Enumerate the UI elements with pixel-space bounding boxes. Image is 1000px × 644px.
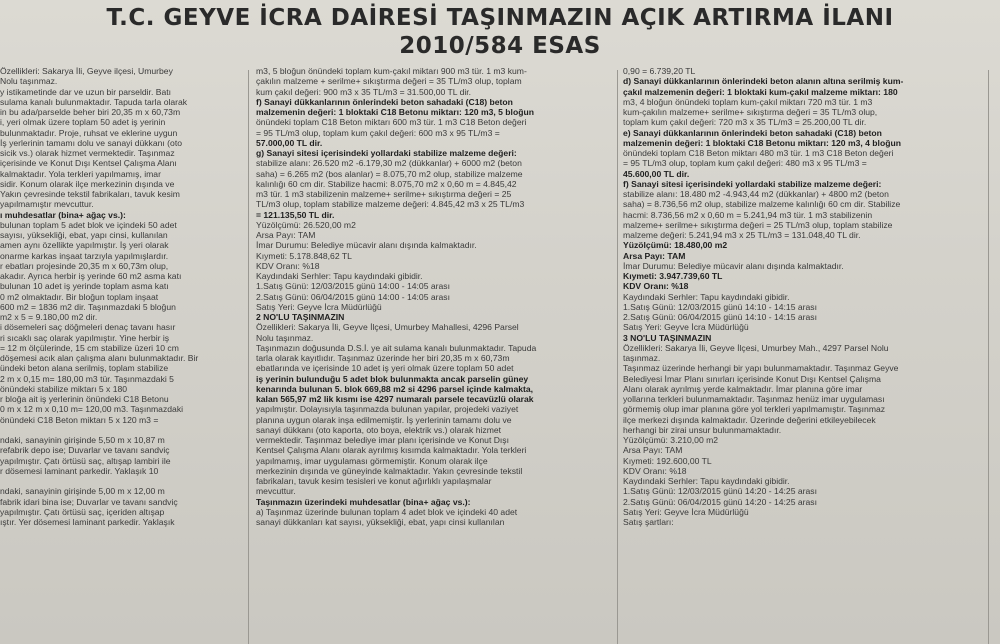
text-line: kenarında bulunan 5. blok 669,88 m2 si 4296 parsel içinde kalmakta,: [256, 383, 534, 394]
text-line: hacmi: 8.736,56 m2 x 0,60 m = 5.241,94 m3 tür. 1 m3 stabilizenin: [623, 209, 873, 220]
text-line: r bloğa ait iş yerlerinin önündeki C18 Betonu: [0, 394, 169, 404]
text-line: i, yeri olmak üzere toplam 50 adet iş yerinin: [0, 117, 166, 128]
text-line: m2 x 5 = 9.180,00 m2 dir.: [0, 312, 98, 322]
text-line: Nolu taşınmaz.: [256, 332, 314, 343]
text-line: 600 m2 = 1836 m2 dir. Taşınmazdaki 5 bloğun: [0, 301, 176, 312]
text-line: Yüzölçümü: 3.210,00 m2: [623, 435, 719, 445]
text-line: görmemiş olup imar planına göre yol terkleri yapılmamıştır. Taşınmaz: [623, 404, 886, 415]
text-line: İmar Durumu: Belediye mücavir alanı dışında kalmaktadır.: [623, 260, 844, 271]
text-line: yapılmıştır. Dolayısıyla taşınmazda bulunan yapılar, projedeki vaziyet: [256, 404, 519, 415]
text-line: 45.600,00 TL dir.: [623, 168, 690, 179]
text-line: Alanı olarak ayrılmış yerde kalmaktadır. İmar planına göre imar: [623, 383, 863, 394]
text-line: 1.Satış Günü: 12/03/2015 günü 14:10 - 14:15 arası: [623, 301, 817, 312]
text-line: 0 m x 12 m x 0,10 m= 120,00 m3. Taşınmazdaki: [0, 404, 184, 415]
text-line: Taşınmaz üzerinde herhangi bir yapı bulunmamaktadır. Taşınmaz Geyve: [623, 363, 899, 374]
text-line: çakılın malzeme + serilme+ sıkıştırma değeri = 35 TL/m3 olup, toplam: [256, 76, 522, 87]
text-line: f) Sanayi sitesi içerisindeki yollardaki stabilize malzeme değeri:: [623, 178, 882, 189]
text-line: KDV Oranı: %18: [256, 260, 320, 271]
text-line: ndaki, sanayinin girişinde 5,00 m x 12,00 m: [0, 486, 165, 497]
text-line: ıştır. Yer dösemesi laminant parkedir. Yaklaşık: [0, 517, 175, 527]
text-line: Özellikleri: Sakarya İli, Geyve İlçesi, Umurbey Mah., 4297 Parsel Nolu: [623, 342, 889, 353]
text-line: fabrik idari bina ise; Duvarlar ve tavanı sandviç: [0, 496, 178, 507]
text-line: döşemesi acık alan çalışma alanı bulunmaktadır. Bir: [0, 353, 199, 363]
text-line: vermektedir. Taşınmaz belediye imar planı içerisinde ve Konut Dışı: [256, 435, 509, 445]
text-line: sayısı, yüksekliği, ebat, yapı cinsi, kullanılan: [0, 230, 168, 240]
text-line: saha) = 8.736,56 m2 olup, stabilize malzeme kalınlığı 60 cm dir. Stabilize: [623, 199, 901, 210]
text-line: malzemenin değeri: 1 bloktaki C18 Betonu miktarı: 120 m3, 5 bloğun: [256, 107, 534, 117]
text-line: Kıymeti: 5.178.848,62 TL: [256, 250, 352, 261]
text-line: m3 tür. 1 m3 stabilizenin malzeme+ serilme+ sıkıştırma değeri = 25: [256, 189, 512, 199]
text-line: Özellikleri: Sakarya İli, Geyve ilçesi, Umurbey: [0, 66, 173, 76]
text-line: [0, 425, 240, 435]
text-line: tarla olarak kayıtlıdır. Taşınmaz üzerinde her biri 20,35 m x 60,73m: [256, 353, 510, 363]
notice-header: [0, 0, 1000, 66]
text-line: y istikametinde dar ve uzun bir parseldir. Batı: [0, 86, 172, 97]
text-line: Arsa Payı: TAM: [256, 230, 316, 240]
text-line: 2.Satış Günü: 06/04/2015 günü 14:10 - 14:15 arası: [623, 312, 817, 322]
text-line: Kıymeti: 3.947.739,60 TL: [623, 271, 723, 281]
text-line: g) Sanayi sitesi içerisindeki yollardaki stabilize malzeme değeri:: [256, 148, 517, 158]
text-line: sanayi dükkanı (oto kaporta, oto boya, elektrik vs.) olarak hizmet: [256, 424, 502, 435]
text-line: 2 m x 0,15 m= 180,00 m3 tür. Taşınmazdaki 5: [0, 373, 174, 384]
text-line: KDV Oranı: %18: [623, 465, 687, 476]
text-line: Satış Yeri: Geyve İcra Müdürlüğü: [623, 506, 749, 517]
text-line: Yüzölçümü: 26.520,00 m2: [256, 219, 356, 230]
text-line: malzeme+ serilme+ sıkıştırma değeri = 25 TL/m3 olup, toplam stabilize: [623, 219, 893, 230]
text-line: saha) = 6.265 m2 (bos alanlar) = 8.075,70 m2 olup, stabilize malzeme: [256, 168, 523, 179]
text-line: içerisinde ve Konut Dışı Kentsel Çalışma Alanı: [0, 158, 177, 169]
text-line: Kentsel Çalışma Alanı olarak ayrılmış kısımda kalmaktadır. Yola terkleri: [256, 445, 527, 456]
text-line: Satış şartları:: [623, 517, 674, 527]
text-line: İş yerlerinin tamamı dolu ve sanayi dükkanı (oto: [0, 137, 182, 148]
text-line: kalan 565,97 m2 lik kısmı ise 4297 numaralı parsele tecavüzlü olarak: [256, 394, 534, 404]
text-line: Satış Yeri: Geyve İcra Müdürlüğü: [623, 322, 749, 333]
text-line: m3, 4 bloğun önündeki toplam kum-çakıl miktarı 720 m3 tür. 1 m3: [623, 96, 873, 107]
text-column-middle: [256, 66, 612, 644]
text-line: merkezinin dışında ve güneyinde kalmaktadır. Yakın çevresinde tekstil: [256, 465, 523, 476]
text-line: malzemenin değeri: 1 bloktaki C18 Betonu miktarı: 120 m3, 4 bloğun: [623, 137, 901, 148]
text-line: 1.Satış Günü: 12/03/2015 günü 14:20 - 14:25 arası: [623, 486, 817, 497]
text-line: = 95 TL/m3 olup, toplam kum çakıl değeri: 480 m3 x 95 TL/m3 =: [623, 158, 867, 169]
text-line: in bu ada/parselde beher biri 20,35 m x 60,73m: [0, 107, 181, 117]
text-line: bulunan toplam 5 adet blok ve içindeki 50 adet: [0, 219, 177, 230]
text-line: akadır. Ayrıca herbir iş yerinde 60 m2 asma katı: [0, 271, 182, 281]
text-line: Arsa Payı: TAM: [623, 250, 686, 261]
text-line: amen aynı özellikte yapılmıştır. İş yeri olarak: [0, 240, 169, 251]
text-line: taşınmaz.: [623, 353, 661, 363]
text-line: mevcuttur.: [256, 486, 296, 497]
text-line: Kaydındaki Serhler: Tapu kaydındaki gibidir.: [623, 476, 790, 486]
text-line: fabrikaları, tavuk kesim tesisleri ve konut ağırlıklı yapılaşmalar: [256, 476, 492, 486]
text-line: Kaydındaki Serhler: Tapu kaydındaki gibidir.: [623, 291, 790, 302]
text-line: Özellikleri: Sakarya İli, Geyve İlçesi, Umurbey Mahallesi, 4296 Parsel: [256, 322, 519, 333]
text-line: kum-çakılın malzeme+ serilme+ sıkıştırma değeri = 35 TL/m3 olup,: [623, 107, 878, 117]
text-line: iş yerinin bulunduğu 5 adet blok bulunmakta ancak parselin güney: [256, 373, 529, 384]
text-line: bulunan 10 adet iş yerinde toplam asma katı: [0, 281, 169, 292]
text-line: = 12 m ölçülerinde, 15 cm stabilize üzeri 10 cm: [0, 342, 179, 353]
text-line: r ebatları projesinde 20,35 m x 60,73m olup,: [0, 260, 169, 271]
text-line: ebatlarında ve içerisinde 10 adet iş yeri olmak üzere toplam 50 adet: [256, 363, 514, 374]
text-line: yapılmıştır. Çatı örtüsü saç, içeriden altışap: [0, 506, 165, 517]
text-line: Belediyesi İmar Planı sınırları içerisinde Konut Dışı Kentsel Çalışma: [623, 373, 881, 384]
text-line: = 95 TL/m3 olup, toplam kum çakıl değeri: 600 m3 x 95 TL/m3 =: [256, 127, 500, 138]
text-line: 2.Satış Günü: 06/04/2015 günü 14:00 - 14:05 arası: [256, 291, 450, 302]
text-line: sanayi dükkanları kat sayısı, yüksekliği, ebat, yapı cinsi kullanılan: [256, 517, 505, 527]
text-line: 1.Satış Günü: 12/03/2015 günü 14:00 - 14:05 arası: [256, 281, 450, 292]
text-line: Taşınmazın üzerindeki muhdesatlar (bina+ ağaç vs.):: [256, 496, 471, 507]
text-line: ri sıcaklı saç olarak yapılmıştır. Yine herbir iş: [0, 332, 170, 343]
text-line: 0,90 = 6.739,20 TL: [623, 66, 696, 76]
notice-body: [0, 66, 1000, 644]
text-line: 2.Satış Günü: 06/04/2015 günü 14:20 - 14:25 arası: [623, 496, 817, 507]
text-line: malzeme değeri: 5.241,94 m3 x 25 TL/m3 = 131.048,40 TL dir.: [623, 230, 861, 240]
text-line: planına uygun olarak inşa edilmemiştir. İş yerlerinin tamamı dolu ve: [256, 414, 512, 425]
text-line: Satış Yeri: Geyve İcra Müdürlüğü: [256, 301, 382, 312]
text-line: yapılmamış, imar uygulaması görmemiştir. Konum olarak ilçe: [256, 455, 488, 466]
text-line: ndaki, sanayinin girişinde 5,50 m x 10,87 m: [0, 435, 165, 445]
text-line: a) Taşınmaz üzerinde bulunan toplam 4 adet blok ve içindeki 40 adet: [256, 506, 518, 517]
text-line: stabilize alanı: 18.480 m2 -4.943,44 m2 (dükkanlar) + 4800 m2 (beton: [623, 189, 889, 199]
text-line: yollarına terkleri bulunmamaktadır. Taşınmaz henüz imar uygulaması: [623, 394, 885, 404]
text-line: sulama kanalı bulunmaktadır. Tapuda tarla olarak: [0, 96, 188, 107]
text-line: Yakın çevresinde tekstil fabrikaları, tavuk kesim: [0, 189, 180, 199]
text-line: toplam kum çakıl değeri: 720 m3 x 35 TL/m3 = 25.200,00 TL dir.: [623, 117, 867, 128]
text-line: çakıl malzemenin değeri: 1 bloktaki kum-çakıl malzeme miktarı: 180: [623, 86, 898, 97]
notice-title: T.C. GEYVE İCRA DAİRESİ TAŞINMAZIN AÇIK ARTIRMA İLANI: [106, 5, 894, 31]
text-line: ilçe merkezi dışında kalmaktadır. Üzerinde değerini etkileyebilecek: [623, 414, 876, 425]
text-line: İmar Durumu: Belediye mücavir alanı dışında kalmaktadır.: [256, 240, 477, 251]
text-line: TL/m3 olup, toplam stabilize malzeme değeri: 4.845,42 m3 x 25 TL/m3: [256, 199, 525, 210]
text-line: Yüzölçümü: 18.480,00 m2: [623, 240, 728, 251]
text-line: refabrik depo ise; Duvarlar ve tavanı sandviç: [0, 445, 170, 456]
text-line: Nolu taşınmaz.: [0, 76, 58, 87]
text-line: önündeki toplam C18 Beton miktarı 480 m3 tür. 1 m3 C18 Beton değeri: [623, 148, 894, 158]
text-line: Kıymeti: 192.600,00 TL: [623, 455, 712, 466]
case-number: 2010/584 ESAS: [399, 33, 601, 59]
text-line: onarme karkas inşaat tarzıyla yapılmışlardır.: [0, 250, 169, 261]
text-line: kalmaktadır. Yola terkleri yapılmamış, imar: [0, 168, 161, 179]
text-column-right: [623, 66, 985, 644]
text-line: yapılmamıştır mevcuttur.: [0, 199, 94, 210]
text-line: f) Sanayi dükkanlarının önlerindeki beton sahadaki (C18) beton: [256, 96, 513, 107]
text-line: kalınlığı 60 cm dir. Stabilize hacmi: 8.075,70 m2 x 0,60 m = 4.845,42: [256, 178, 517, 189]
text-line: kum çakıl değeri: 900 m3 x 35 TL/m3 = 31.500,00 TL dir.: [256, 86, 472, 97]
text-line: Taşınmazın doğusunda D.S.İ. ye ait sulama kanalı bulunmaktadır. Tapuda: [256, 342, 537, 353]
text-line: m3, 5 bloğun önündeki toplam kum-çakıl miktarı 900 m3 tür. 1 m3 kum-: [256, 66, 527, 76]
text-line: sicik vs.) olarak hizmet vermektedir. Taşınmaz: [0, 148, 175, 158]
text-line: sidir. Konum olarak ilçe merkezinin dışında ve: [0, 178, 175, 189]
text-line: herhangi bir zirai unsur bulunmamaktadır.: [623, 424, 782, 435]
text-line: 0 m2 olmaktadır. Bir bloğun toplam inşaat: [0, 291, 159, 302]
text-line: e) Sanayi dükkanlarının önlerindeki beton sahadaki (C18) beton: [623, 127, 882, 138]
text-line: önündeki toplam C18 Beton miktarı 600 m3 tür. 1 m3 C18 Beton değeri: [256, 117, 527, 128]
text-line: i dösemeleri saç döğmeleri denaç tavanı hasır: [0, 322, 176, 333]
text-line: önündeki C18 Beton miktarı 5 x 120 m3 =: [0, 414, 159, 425]
text-line: [0, 476, 240, 486]
text-line: önündeki stabilize miktarı 5 x 180: [0, 383, 128, 394]
text-line: 3 NO'LU TAŞINMAZIN: [623, 332, 712, 343]
text-line: ı muhdesatlar (bina+ ağaç vs.):: [0, 209, 126, 220]
text-line: 2 NO'LU TAŞINMAZIN: [256, 312, 345, 322]
text-line: KDV Oranı: %18: [623, 281, 689, 292]
text-line: 57.000,00 TL dir.: [256, 137, 323, 148]
text-line: ündeki beton alana serilmiş, toplam stabilize: [0, 363, 169, 374]
text-line: bulunmaktadır. Proje, ruhsat ve eklerine uygun: [0, 127, 178, 138]
text-line: Kaydındaki Serhler: Tapu kaydındaki gibidir.: [256, 271, 423, 281]
text-line: yapılmıştır. Çatı örtüsü saç, altışap lambiri ile: [0, 455, 171, 466]
text-line: d) Sanayi dükkanlarının önlerindeki beton alanın altına serilmiş kum-: [623, 76, 904, 87]
text-line: r dösemesi laminant parkedir. Yaklaşık 10: [0, 465, 159, 476]
text-line: Arsa Payı: TAM: [623, 445, 683, 456]
text-line: stabilize alanı: 26.520 m2 -6.179,30 m2 (dükkanlar) + 6000 m2 (beton: [256, 158, 522, 169]
text-line: = 121.135,50 TL dir.: [256, 209, 335, 220]
text-column-left: [0, 66, 240, 644]
